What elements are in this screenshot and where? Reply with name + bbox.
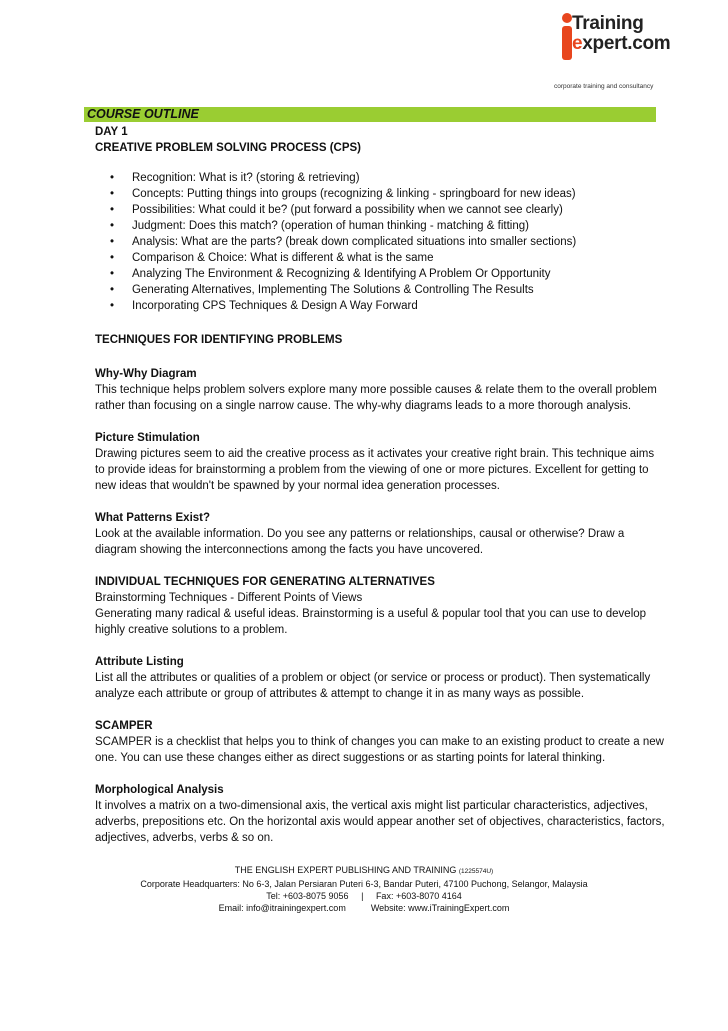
morph-title: Morphological Analysis (95, 784, 224, 796)
techniques-heading: TECHNIQUES FOR IDENTIFYING PROBLEMS (95, 334, 343, 346)
list-item: • Concepts: Putting things into groups (recognizing & linking - springboard for new ideas) (95, 186, 665, 202)
list-item: • Judgment: Does this match? (operation of human thinking - matching & fitting) (95, 218, 665, 234)
list-item: • Recognition: What is it? (storing & retrieving) (95, 170, 665, 186)
list-item: • Incorporating CPS Techniques & Design A Way Forward (95, 298, 665, 314)
footer-tel: Tel: +603-8075 9056 (266, 891, 349, 901)
morph-body: It involves a matrix on a two-dimensional axis, the vertical axis might list particular characteristics, adjectives, adverbs, prepositions etc. On the horizontal axis would appear another set of objectives, characteristics, factors, adjectives, adverbs, verbs & so on. (95, 800, 665, 844)
cps-bullet-list (95, 170, 665, 314)
company-logo (554, 12, 694, 94)
list-item: • Analyzing The Environment & Recognizing & Identifying A Problem Or Opportunity (95, 266, 665, 282)
list-item: • Possibilities: What could it be? (put forward a possibility when we cannot see clearly) (95, 202, 665, 218)
scamper-body: SCAMPER is a checklist that helps you to think of changes you can make to an existing product to create a new one. You can use these changes either as direct suggestions or as starting points for lateral thinking. (95, 736, 664, 764)
scamper-title: SCAMPER (95, 720, 153, 732)
patterns-title: What Patterns Exist? (95, 512, 211, 524)
attribute-title: Attribute Listing (95, 656, 184, 668)
whywhy-title: Why-Why Diagram (95, 368, 197, 380)
list-item: • Analysis: What are the parts? (break down complicated situations into smaller sections) (95, 234, 665, 250)
footer-company-line (0, 864, 728, 878)
footer-website: Website: www.iTrainingExpert.com (370, 903, 510, 913)
individual-body: Generating many radical & useful ideas. Brainstorming is a useful & popular tool that you can use to develop highly creative solutions to a problem. (95, 608, 647, 636)
page-footer (0, 864, 728, 914)
document-body (95, 124, 665, 846)
logo-text-rest: xpert.com (582, 33, 671, 54)
process-title: CREATIVE PROBLEM SOLVING PROCESS (CPS) (95, 142, 362, 154)
footer-email: Email: info@itrainingexpert.com (218, 903, 346, 913)
logo-text-line2 (572, 33, 670, 55)
whywhy-body: This technique helps problem solvers explore many more possible causes & relate them to the overall problem rather than focusing on a single narrow cause. The why-why diagrams leads to a more thorough analysis. (95, 384, 657, 412)
day-label: DAY 1 (95, 126, 128, 138)
list-item: • Generating Alternatives, Implementing The Solutions & Controlling The Results (95, 282, 665, 298)
patterns-body: Look at the available information. Do you see any patterns or relationships, causal or otherwise? Draw a diagram showing the interconnections among the facts you have uncovered. (95, 528, 625, 556)
footer-reg-number: (1225574U) (458, 868, 494, 875)
picture-body: Drawing pictures seem to aid the creative process as it activates your creative right brain. This technique aims to provide ideas for brainstorming a problem from the viewing of one or more pictures. Excellent for getting to new ideas that wouldn't be spawned by your normal idea generation processes. (95, 448, 655, 492)
footer-phone-line (0, 890, 728, 902)
footer-separator: | (361, 891, 364, 901)
attribute-body: List all the attributes or qualities of a problem or object (or service or process or product). Then systematically analyze each attribute or group of attributes & attempt to change it in as many ways as possible. (95, 672, 651, 700)
list-item: • Comparison & Choice: What is different & what is the same (95, 250, 665, 266)
individual-title: INDIVIDUAL TECHNIQUES FOR GENERATING ALTERNATIVES (95, 576, 435, 588)
footer-contact-line (0, 902, 728, 914)
individual-subtitle: Brainstorming Techniques - Different Points of Views (95, 592, 363, 604)
logo-text-line1: Training (572, 13, 644, 34)
footer-fax: Fax: +603-8070 4164 (375, 891, 462, 901)
course-outline-title: COURSE OUTLINE (87, 107, 199, 121)
logo-tagline: corporate training and consultancy (554, 83, 654, 90)
footer-company: THE ENGLISH EXPERT PUBLISHING AND TRAINING (234, 865, 457, 875)
logo-e-letter: e (572, 33, 583, 54)
picture-title: Picture Stimulation (95, 432, 200, 444)
footer-address: Corporate Headquarters: No 6-3, Jalan Persiaran Puteri 6-3, Bandar Puteri, 47100 Puchong, Selangor, Malaysia (140, 879, 588, 889)
